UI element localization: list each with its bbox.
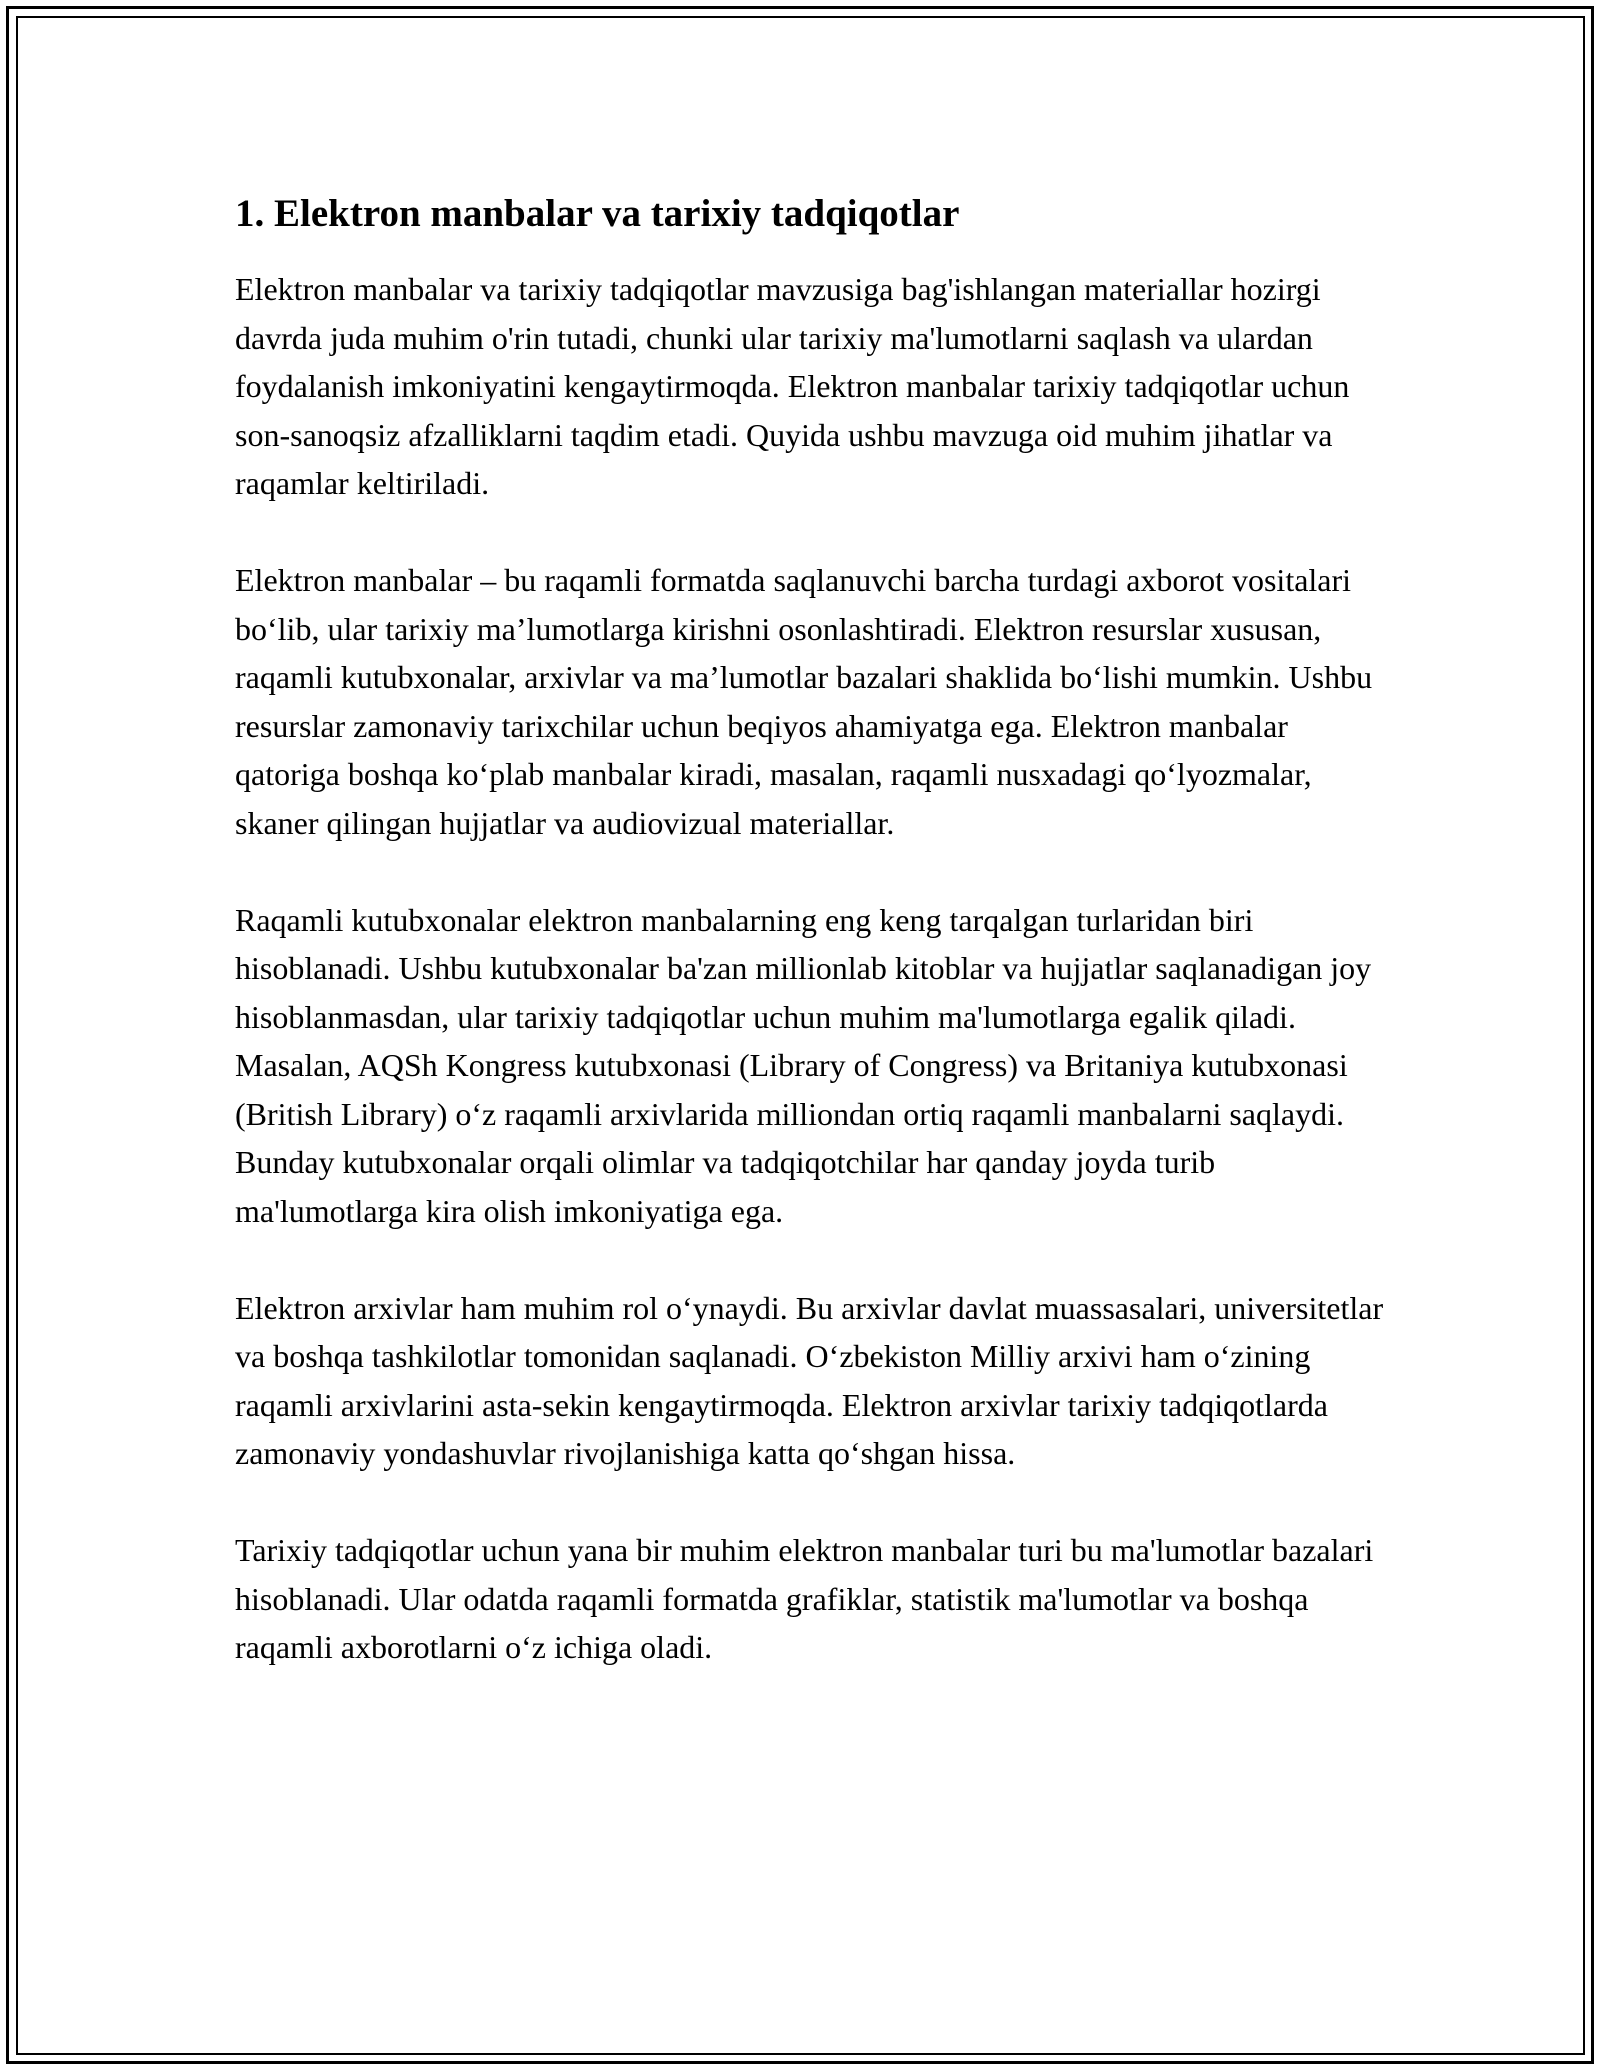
- paragraph-electronic-sources: Elektron manbalar – bu raqamli formatda saqlanuvchi barcha turdagi axborot vositalari bo‘lib, ular tarixiy ma’lumotlarga kirishni osonlashtiradi. Elektron resurslar xususan, raqamli kutubxonalar, arxivlar va ma’lumotlar bazalari shaklida bo‘lishi mumkin. Ushbu resurslar zamonaviy tarixchilar uchun beqiyos ahamiyatga ega. Elektron manbalar qatoriga boshqa ko‘plab manbalar kiradi, masalan, raqamli nusxadagi qo‘lyozmalar, skaner qilingan hujjatlar va audiovizual materiallar.: [235, 562, 1373, 841]
- paragraph-intro: Elektron manbalar va tarixiy tadqiqotlar mavzusiga bag'ishlangan materiallar hozirgi davrda juda muhim o'rin tutadi, chunki ular tarixiy ma'lumotlarni saqlash va ulardan foydalanish imkoniyatini kengaytirmoqda. Elektron manbalar tarixiy tadqiqotlar uchun son-sanoqsiz afzalliklarni taqdim etadi. Quyida ushbu mavzuga oid muhim jihatlar va raqamlar keltiriladi.: [235, 271, 1350, 501]
- paragraph-databases: Tarixiy tadqiqotlar uchun yana bir muhim elektron manbalar turi bu ma'lumotlar bazalari hisoblanadi. Ular odatda raqamli formatda grafiklar, statistik ma'lumotlar va boshqa raqamli axborotlarni o‘z ichiga oladi.: [235, 1532, 1374, 1665]
- paragraph-electronic-archives: Elektron arxivlar ham muhim rol o‘ynaydi. Bu arxivlar davlat muassasalari, universitetlar va boshqa tashkilotlar tomonidan saqlanadi. O‘zbekiston Milliy arxivi ham o‘zining raqamli arxivlarini asta-sekin kengaytirmoqda. Elektron arxivlar tarixiy tadqiqotlarda zamonaviy yondashuvlar rivojlanishiga katta qo‘shgan hissa.: [235, 1289, 1384, 1471]
- paragraph-digital-libraries: Raqamli kutubxonalar elektron manbalarning eng keng tarqalgan turlaridan biri hisoblanadi. Ushbu kutubxonalar ba'zan millionlab kitoblar va hujjatlar saqlanadigan joy hisoblanmasdan, ular tarixiy tadqiqotlar uchun muhim ma'lumotlarga egalik qiladi. Masalan, AQSh Kongress kutubxonasi (Library of Congress) va Britaniya kutubxonasi (British Library) o‘z raqamli arxivlarida milliondan ortiq raqamli manbalarni saqlaydi. Bunday kutubxonalar orqali olimlar va tadqiqotchilar har qanday joyda turib ma'lumotlarga kira olish imkoniyatiga ega.: [235, 901, 1372, 1229]
- page-title: 1. Elektron manbalar va tarixiy tadqiqotlar: [235, 192, 960, 235]
- document-body: [235, 186, 1385, 1672]
